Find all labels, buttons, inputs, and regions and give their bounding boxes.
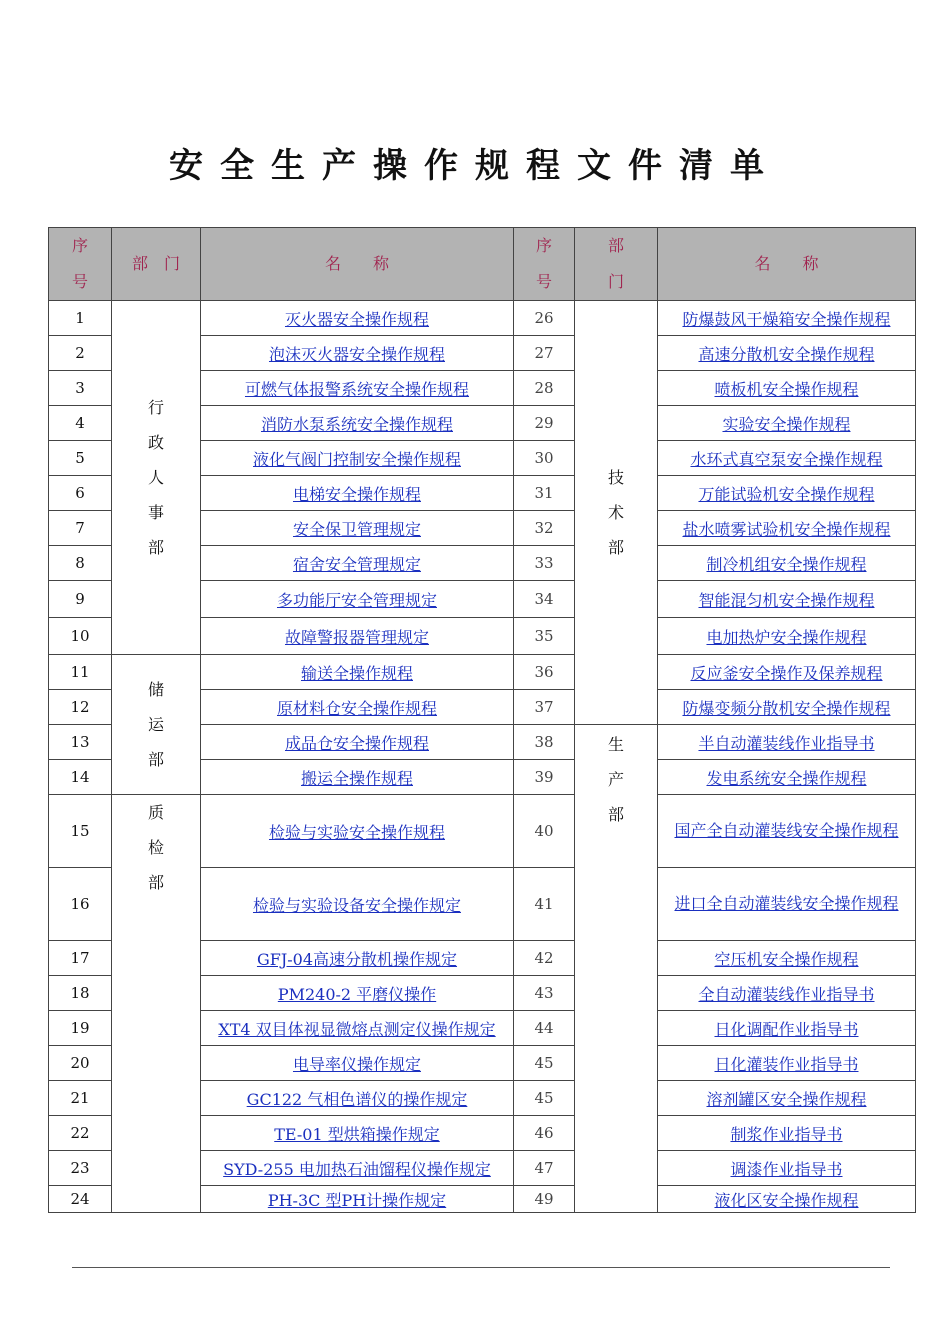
doc-link[interactable]: SYD-255 电加热石油馏程仪操作规定 <box>223 1159 491 1179</box>
doc-link[interactable]: 溶剂罐区安全操作规程 <box>706 1089 867 1109</box>
row-number: 23 <box>49 1151 112 1186</box>
row-number: 9 <box>49 581 112 618</box>
row-number: 36 <box>514 655 575 690</box>
doc-name-cell <box>201 1151 514 1186</box>
dept-admin: 行政人事部 <box>112 301 201 655</box>
row-number: 47 <box>514 1151 575 1186</box>
doc-link[interactable]: 电导率仪操作规定 <box>292 1054 421 1074</box>
doc-name-cell <box>201 760 514 795</box>
row-number: 12 <box>49 690 112 725</box>
header-dept: 部门 <box>575 228 658 301</box>
doc-name-cell <box>201 511 514 546</box>
table-header-row <box>49 228 916 301</box>
row-number: 19 <box>49 1011 112 1046</box>
doc-link[interactable]: 万能试验机安全操作规程 <box>698 484 875 504</box>
header-seq: 序号 <box>49 228 112 301</box>
doc-name-cell <box>658 795 916 868</box>
row-number: 2 <box>49 336 112 371</box>
row-number: 44 <box>514 1011 575 1046</box>
doc-link[interactable]: 液化气阀门控制安全操作规程 <box>252 449 461 469</box>
row-number: 13 <box>49 725 112 760</box>
doc-link[interactable]: 搬运全操作规程 <box>300 768 413 788</box>
row-number: 39 <box>514 760 575 795</box>
row-number: 28 <box>514 371 575 406</box>
doc-link[interactable]: 高速分散机安全操作规程 <box>698 344 875 364</box>
doc-name-cell <box>658 406 916 441</box>
row-number: 45 <box>514 1081 575 1116</box>
doc-link[interactable]: 防爆变频分散机安全操作规程 <box>682 698 891 718</box>
doc-link[interactable]: 检验与实验设备安全操作规定 <box>252 895 461 915</box>
doc-link[interactable]: PH-3C 型PH计操作规定 <box>267 1190 447 1210</box>
header-dept: 部 门 <box>112 228 201 301</box>
doc-name-cell <box>201 441 514 476</box>
table-row <box>49 301 916 336</box>
doc-name-cell <box>658 371 916 406</box>
doc-link[interactable]: 可燃气体报警系统安全操作规程 <box>244 379 469 399</box>
row-number: 11 <box>49 655 112 690</box>
doc-link[interactable]: 日化灌装作业指导书 <box>714 1054 859 1074</box>
doc-link[interactable]: 调漆作业指导书 <box>730 1159 843 1179</box>
row-number: 5 <box>49 441 112 476</box>
doc-link[interactable]: 水环式真空泵安全操作规程 <box>690 449 883 469</box>
row-number: 35 <box>514 618 575 655</box>
doc-name-cell <box>201 301 514 336</box>
row-number: 42 <box>514 941 575 976</box>
doc-name-cell <box>201 1046 514 1081</box>
doc-link[interactable]: 发电系统安全操作规程 <box>706 768 867 788</box>
row-number: 22 <box>49 1116 112 1151</box>
doc-name-cell <box>658 441 916 476</box>
row-number: 20 <box>49 1046 112 1081</box>
doc-name-cell <box>201 618 514 655</box>
doc-name-cell <box>201 795 514 868</box>
doc-link[interactable]: 故障警报器管理规定 <box>284 627 429 647</box>
doc-name-cell <box>201 1081 514 1116</box>
table-row <box>49 795 916 868</box>
dept-qc: 质检部 <box>112 795 201 1213</box>
dept-prod: 生产部 <box>575 725 658 1213</box>
row-number: 16 <box>49 868 112 941</box>
doc-link[interactable]: 日化调配作业指导书 <box>714 1019 859 1039</box>
page-title: 安全生产操作规程文件清单 <box>169 146 781 186</box>
doc-name-cell <box>658 618 916 655</box>
header-name: 名 称 <box>658 228 916 301</box>
doc-name-cell <box>201 476 514 511</box>
doc-name-cell <box>201 1011 514 1046</box>
row-number: 49 <box>514 1186 575 1213</box>
doc-name-cell <box>658 1046 916 1081</box>
doc-name-cell <box>658 976 916 1011</box>
doc-name-cell <box>201 690 514 725</box>
doc-link[interactable]: 喷板机安全操作规程 <box>714 379 859 399</box>
row-number: 26 <box>514 301 575 336</box>
doc-link[interactable]: 灭火器安全操作规程 <box>284 309 429 329</box>
row-number: 7 <box>49 511 112 546</box>
doc-name-cell <box>658 546 916 581</box>
doc-link[interactable]: 制浆作业指导书 <box>730 1124 843 1144</box>
doc-name-cell <box>201 1116 514 1151</box>
doc-name-cell <box>201 1186 514 1213</box>
doc-name-cell <box>658 655 916 690</box>
row-number: 18 <box>49 976 112 1011</box>
document-list-table <box>48 227 916 1213</box>
doc-link[interactable]: 消防水泵系统安全操作规程 <box>260 414 453 434</box>
row-number: 17 <box>49 941 112 976</box>
doc-link[interactable]: 电加热炉安全操作规程 <box>706 627 867 647</box>
doc-name-cell <box>658 1011 916 1046</box>
row-number: 30 <box>514 441 575 476</box>
row-number: 45 <box>514 1046 575 1081</box>
row-number: 46 <box>514 1116 575 1151</box>
doc-link[interactable]: 半自动灌装线作业指导书 <box>698 733 875 753</box>
doc-name-cell <box>658 301 916 336</box>
doc-link[interactable]: 空压机安全操作规程 <box>714 949 859 969</box>
doc-link[interactable]: 国产全自动灌装线安全操作规程 <box>674 821 899 840</box>
row-number: 4 <box>49 406 112 441</box>
doc-name-cell <box>658 476 916 511</box>
doc-name-cell <box>658 941 916 976</box>
dept-tech: 技术部 <box>575 301 658 725</box>
doc-link[interactable]: 泡沫灭火器安全操作规程 <box>268 344 445 364</box>
doc-name-cell <box>658 511 916 546</box>
row-number: 14 <box>49 760 112 795</box>
doc-name-cell <box>658 1081 916 1116</box>
row-number: 27 <box>514 336 575 371</box>
doc-link[interactable]: 输送全操作规程 <box>300 663 413 683</box>
doc-link[interactable]: 进口全自动灌装线安全操作规程 <box>674 894 899 913</box>
row-number: 34 <box>514 581 575 618</box>
doc-name-cell <box>201 868 514 941</box>
row-number: 41 <box>514 868 575 941</box>
doc-link[interactable]: 原材料仓安全操作规程 <box>276 698 437 718</box>
doc-name-cell <box>201 546 514 581</box>
doc-link[interactable]: 盐水喷雾试验机安全操作规程 <box>682 519 891 539</box>
doc-link[interactable]: 全自动灌装线作业指导书 <box>698 984 875 1004</box>
doc-name-cell <box>658 581 916 618</box>
row-number: 8 <box>49 546 112 581</box>
table-row <box>49 655 916 690</box>
doc-name-cell <box>201 725 514 760</box>
doc-link[interactable]: 成品仓安全操作规程 <box>284 733 429 753</box>
row-number: 31 <box>514 476 575 511</box>
header-seq: 序号 <box>514 228 575 301</box>
doc-link[interactable]: 反应釜安全操作及保养规程 <box>690 663 883 683</box>
doc-link[interactable]: 液化区安全操作规程 <box>714 1190 859 1210</box>
doc-link[interactable]: 防爆鼓风干燥箱安全操作规程 <box>682 309 891 329</box>
doc-name-cell <box>658 1116 916 1151</box>
doc-name-cell <box>201 976 514 1011</box>
doc-name-cell <box>658 690 916 725</box>
doc-name-cell <box>658 725 916 760</box>
row-number: 6 <box>49 476 112 511</box>
doc-link[interactable]: GC122 气相色谱仪的操作规定 <box>246 1089 468 1109</box>
doc-name-cell <box>658 1186 916 1213</box>
doc-name-cell <box>658 868 916 941</box>
row-number: 24 <box>49 1186 112 1213</box>
doc-link[interactable]: TE-01 型烘箱操作规定 <box>274 1124 440 1144</box>
doc-link[interactable]: 实验安全操作规程 <box>722 414 851 434</box>
doc-name-cell <box>201 581 514 618</box>
row-number: 37 <box>514 690 575 725</box>
row-number: 29 <box>514 406 575 441</box>
doc-name-cell <box>658 336 916 371</box>
doc-name-cell <box>658 1151 916 1186</box>
doc-link[interactable]: 检验与实验安全操作规程 <box>268 822 445 842</box>
row-number: 38 <box>514 725 575 760</box>
doc-name-cell <box>201 655 514 690</box>
doc-name-cell <box>658 760 916 795</box>
doc-link[interactable]: 电梯安全操作规程 <box>292 484 421 504</box>
row-number: 33 <box>514 546 575 581</box>
doc-name-cell <box>201 406 514 441</box>
doc-link[interactable]: XT4 双目体视显微熔点测定仪操作规定 <box>218 1019 496 1039</box>
row-number: 32 <box>514 511 575 546</box>
row-number: 10 <box>49 618 112 655</box>
row-number: 15 <box>49 795 112 868</box>
row-number: 40 <box>514 795 575 868</box>
doc-name-cell <box>201 371 514 406</box>
row-number: 3 <box>49 371 112 406</box>
dept-storage: 储运部 <box>112 655 201 795</box>
doc-name-cell <box>201 941 514 976</box>
row-number: 1 <box>49 301 112 336</box>
doc-link[interactable]: 制冷机组安全操作规程 <box>706 554 867 574</box>
row-number: 21 <box>49 1081 112 1116</box>
doc-link[interactable]: 安全保卫管理规定 <box>292 519 421 539</box>
doc-name-cell <box>201 336 514 371</box>
doc-link[interactable]: 宿舍安全管理规定 <box>292 554 421 574</box>
doc-link[interactable]: 多功能厅安全管理规定 <box>276 590 437 610</box>
doc-link[interactable]: 智能混匀机安全操作规程 <box>698 590 875 610</box>
footer-rule <box>72 1267 890 1268</box>
header-name: 名 称 <box>201 228 514 301</box>
doc-link[interactable]: PM240-2 平磨仪操作 <box>277 984 437 1004</box>
row-number: 43 <box>514 976 575 1011</box>
doc-link[interactable]: GFJ-04高速分散机操作规定 <box>256 949 458 969</box>
